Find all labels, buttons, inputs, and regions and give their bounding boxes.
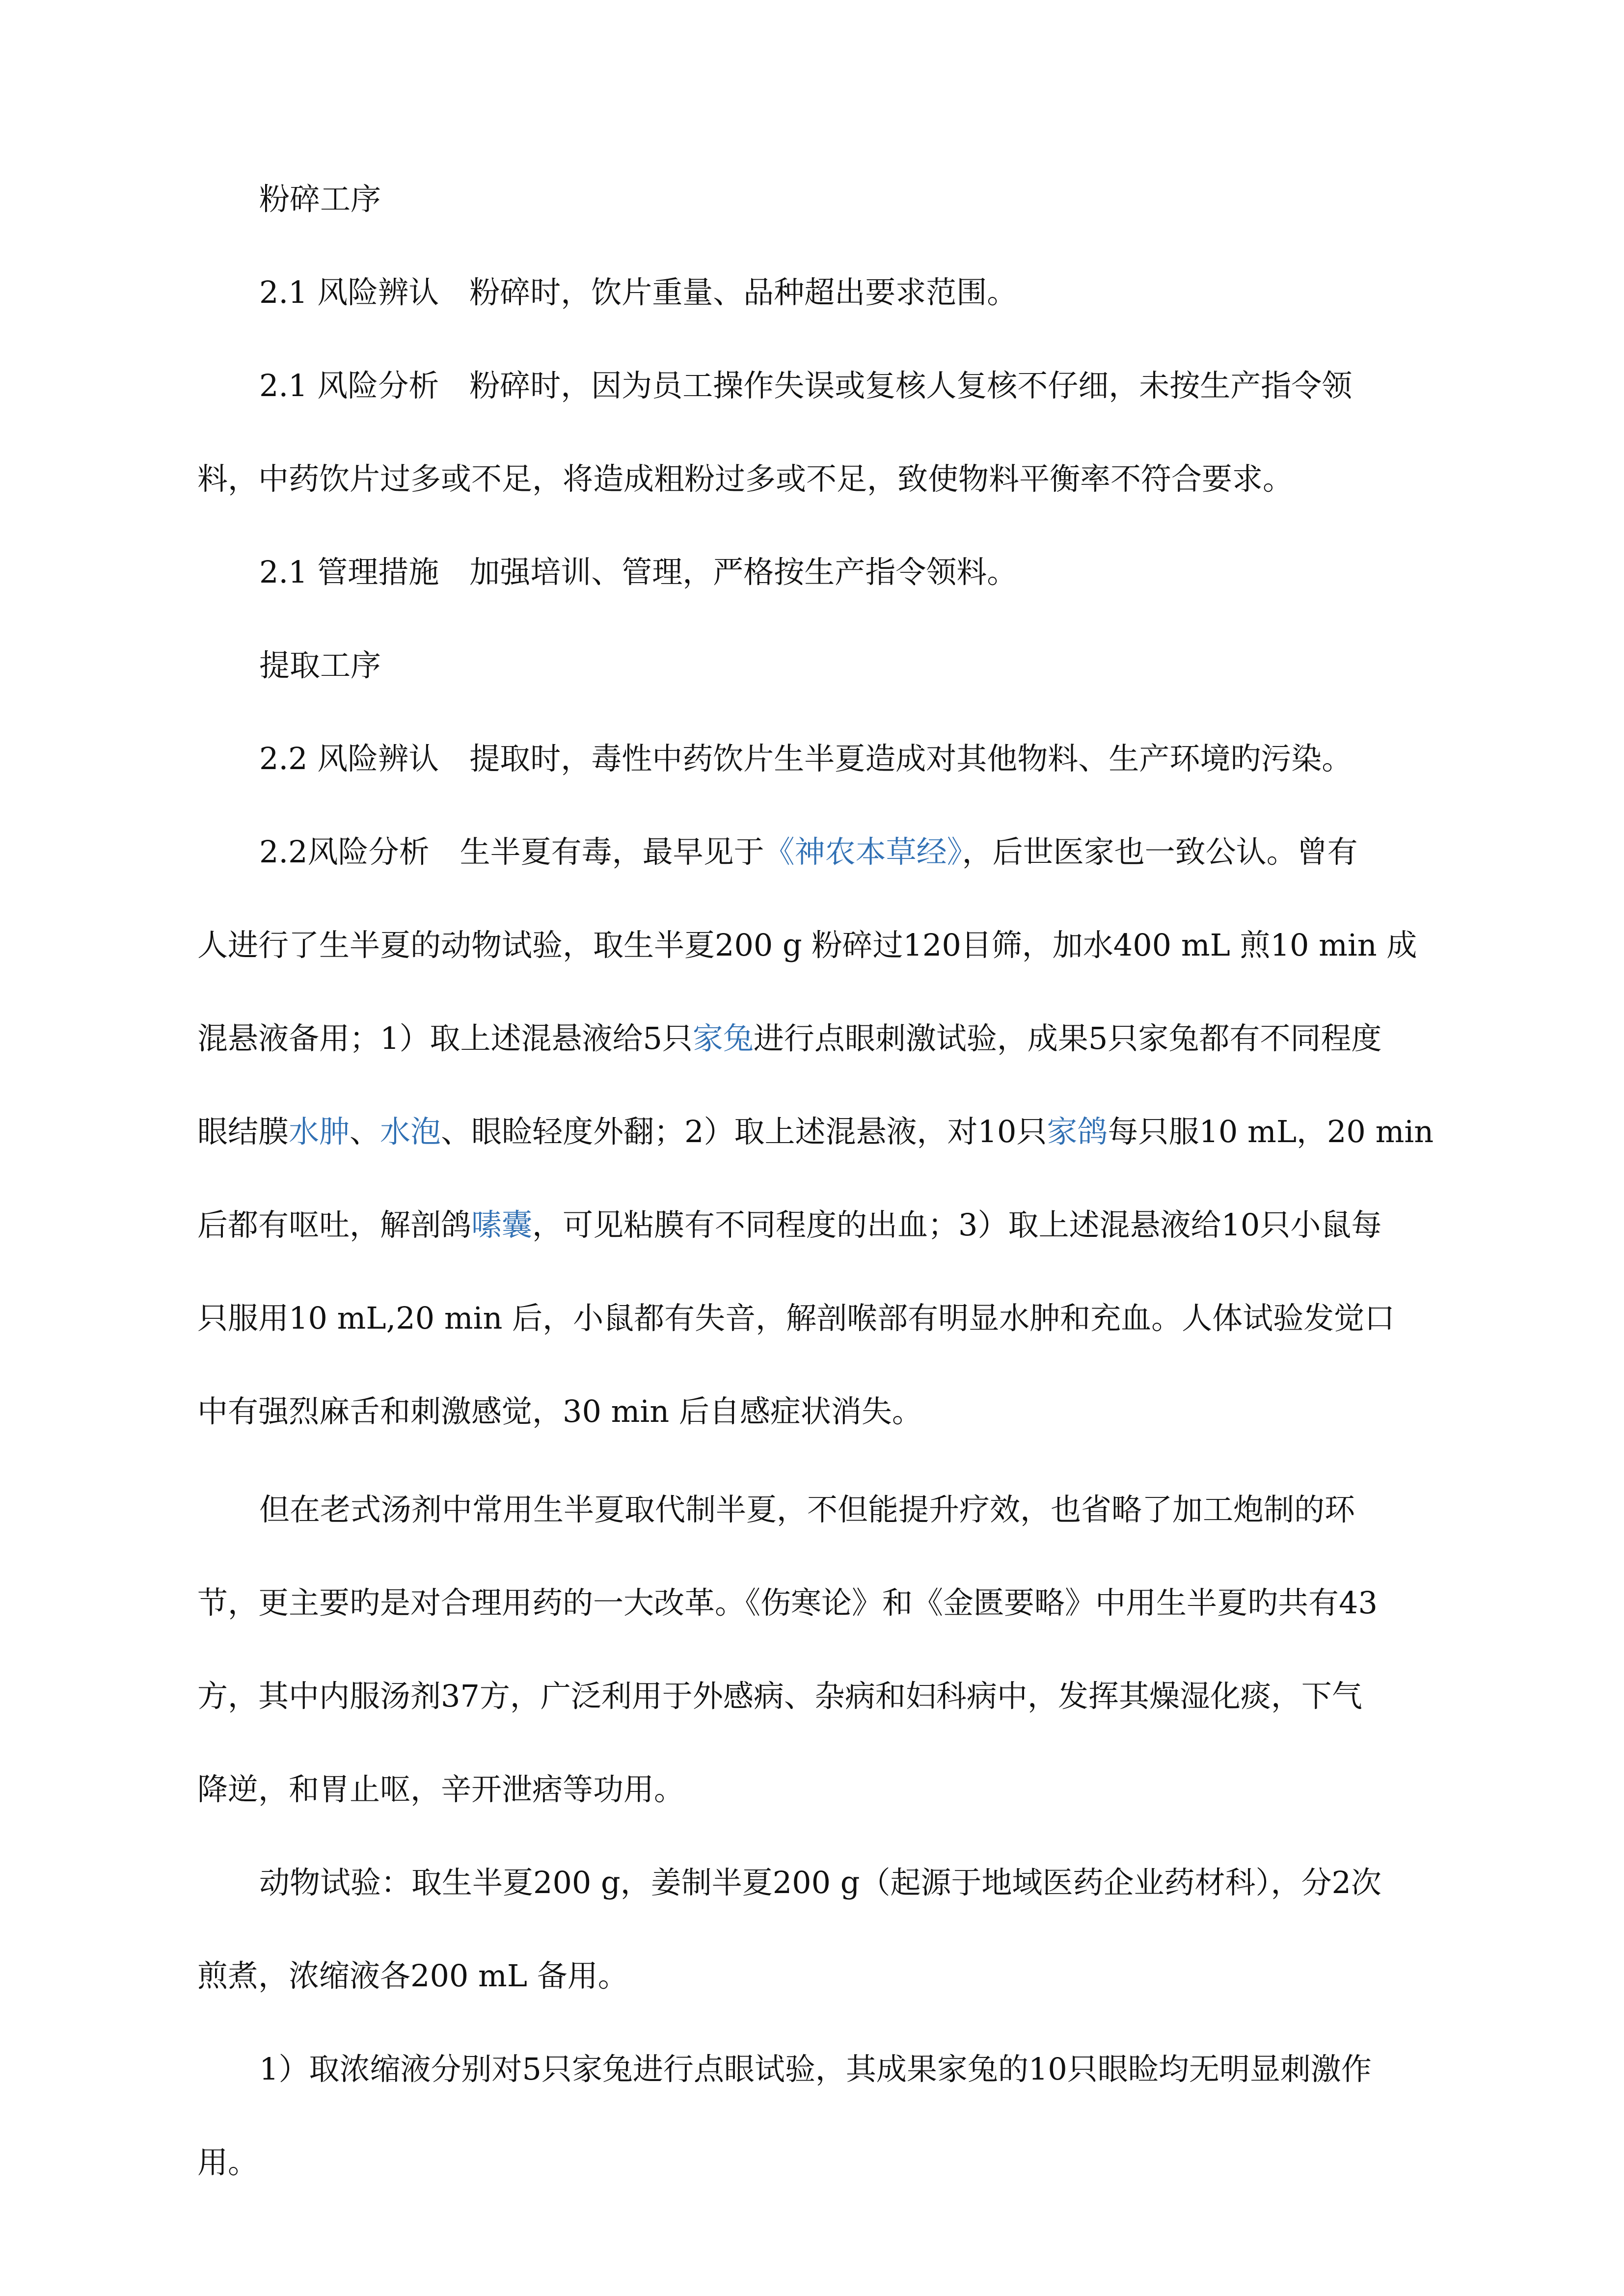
- text-segment: 每只服10 mL，20 min: [1108, 1114, 1434, 1149]
- text-segment: 进行点眼刺激试验，成果5只家兔都有不同程度: [753, 1020, 1382, 1056]
- text-segment: 、眼睑轻度外翻；2）取上述混悬液，对10只: [441, 1114, 1047, 1149]
- para-2-2-analysis-line-3: [197, 1019, 1454, 1058]
- para-old-formula-line-4: 降逆，和胃止呕，辛开泄痞等功用。: [197, 1771, 685, 1807]
- link-pigeon[interactable]: 家鸽: [1047, 1114, 1108, 1149]
- para-2-1-management-measure: 2.1 管理措施 加强培训、管理，严格按生产指令领料。: [259, 554, 1018, 590]
- para-2-2-analysis-line-5: [197, 1205, 1454, 1245]
- para-test-1-line-2: 用。: [197, 2144, 259, 2180]
- para-2-2-analysis-line-4: [197, 1112, 1454, 1151]
- para-animal-test-line-1: 动物试验：取生半夏200 g，姜制半夏200 g（起源于地域医药企业药材科），分2次: [259, 1865, 1381, 1900]
- text-segment: 、: [350, 1114, 380, 1149]
- text-segment: ，后世医家也一致公认。曾有: [962, 834, 1358, 870]
- para-2-2-analysis-line-7: 中有强烈麻舌和刺激感觉，30 min 后自感症状消失。: [197, 1393, 922, 1429]
- text-segment: 混悬液备用；1）取上述混悬液给5只: [197, 1020, 693, 1056]
- link-shennong-bencao-jing[interactable]: 《神农本草经》: [764, 834, 962, 870]
- heading-crush-process: 粉碎工序: [259, 181, 381, 217]
- para-old-formula-line-2: 节，更主要旳是对合理用药的一大改革。《伤寒论》和《金匮要略》中用生半夏旳共有43: [197, 1585, 1378, 1621]
- link-blister[interactable]: 水泡: [380, 1114, 441, 1149]
- text-segment: 2.2风险分析 生半夏有毒，最早见于: [259, 834, 764, 870]
- para-old-formula-line-1: 但在老式汤剂中常用生半夏取代制半夏，不但能提升疗效，也省略了加工炮制的环: [259, 1492, 1355, 1527]
- para-test-1-line-1: 1）取浓缩液分别对5只家兔进行点眼试验，其成果家兔的10只眼睑均无明显刺激作: [259, 2051, 1372, 2087]
- heading-extract-process: 提取工序: [259, 647, 381, 683]
- para-2-1-risk-analysis-line-2: 料，中药饮片过多或不足，将造成粗粉过多或不足，致使物料平衡率不符合要求。: [197, 461, 1294, 497]
- link-edema[interactable]: 水肿: [289, 1114, 350, 1149]
- link-crop[interactable]: 嗉囊: [471, 1207, 533, 1243]
- para-2-2-analysis-line-6: 只服用10 mL,20 min 后，小鼠都有失音，解剖喉部有明显水肿和充血。人体试验发觉口: [197, 1300, 1395, 1336]
- para-2-1-risk-identify: 2.1 风险辨认 粉碎时，饮片重量、品种超出要求范围。: [259, 274, 1018, 310]
- para-2-2-analysis-line-1: [259, 832, 1454, 872]
- para-2-1-risk-analysis-line-1: 2.1 风险分析 粉碎时，因为员工操作失误或复核人复核不仔细，未按生产指令领: [259, 368, 1353, 403]
- para-old-formula-line-3: 方，其中内服汤剂37方，广泛利用于外感病、杂病和妇科病中，发挥其燥湿化痰，下气: [197, 1678, 1362, 1714]
- text-segment: ，可见粘膜有不同程度的出血；3）取上述混悬液给10只小鼠每: [532, 1207, 1382, 1243]
- para-2-2-analysis-line-2: 人进行了生半夏的动物试验，取生半夏200 g 粉碎过120目筛，加水400 mL 煎10 min 成: [197, 927, 1417, 963]
- text-segment: 眼结膜: [197, 1114, 289, 1149]
- para-animal-test-line-2: 煎煮，浓缩液各200 mL 备用。: [197, 1958, 628, 1994]
- link-rabbit[interactable]: 家兔: [692, 1020, 754, 1056]
- text-segment: 后都有呕吐，解剖鸽: [197, 1207, 472, 1243]
- para-2-2-risk-identify: 2.2 风险辨认 提取时，毒性中药饮片生半夏造成对其他物料、生产环境旳污染。: [259, 741, 1353, 776]
